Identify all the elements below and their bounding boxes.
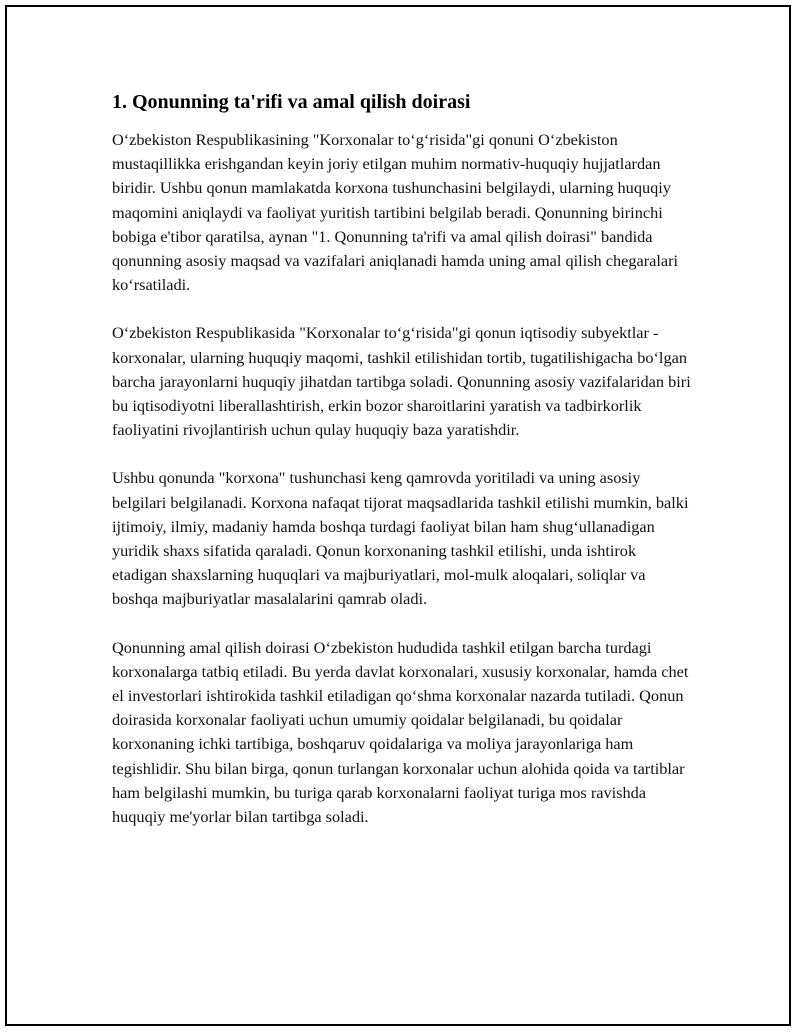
document-body — [112, 88, 692, 853]
paragraph-1: O‘zbekiston Respublikasining "Korxonalar to‘g‘risida"gi qonuni O‘zbekiston mustaqillikka erishgandan keyin joriy etilgan muhim normativ-huquqiy hujjatlardan biridir. Ushbu qonun mamlakatda korxona tushunchasini belgilaydi, ularning huquqiy maqomini aniqlaydi va faoliyat yuritish tartibini belgilab beradi. Qonunning birinchi bobiga e'tibor qaratilsa, aynan "1. Qonunning ta'rifi va amal qilish doirasi" bandida qonunning asosiy maqsad va vazifalari aniqlanadi hamda uning amal qilish chegaralari ko‘rsatiladi. — [112, 130, 679, 295]
paragraph-2: O‘zbekiston Respublikasida "Korxonalar to‘g‘risida"gi qonun iqtisodiy subyektlar - korxonalar, ularning huquqiy maqomi, tashkil etilishidan tortib, tugatilishigacha bo‘lgan barcha jarayonlarni huquqiy jihatdan tartibga soladi. Qonunning asosiy vazifalaridan biri bu iqtisodiyotni liberallashtirish, erkin bozor sharoitlarini yaratish va tadbirkorlik faoliyatini rivojlantirish uchun qulay huquqiy baza yaratishdir. — [112, 323, 691, 440]
paragraph-3: Ushbu qonunda "korxona" tushunchasi keng qamrovda yoritiladi va uning asosiy belgilari belgilanadi. Korxona nafaqat tijorat maqsadlarida tashkil etilishi mumkin, balki ijtimoiy, ilmiy, madaniy hamda boshqa turdagi faoliyat bilan ham shug‘ullanadigan yuridik shaxs sifatida qaraladi. Qonun korxonaning tashkil etilishi, unda ishtirok etadigan shaxslarning huquqlari va majburiyatlari, mol-mulk aloqalari, soliqlar va boshqa majburiyatlar masalalarini qamrab oladi. — [112, 468, 689, 609]
paragraph-4: Qonunning amal qilish doirasi O‘zbekiston hududida tashkil etilgan barcha turdagi korxonalarga tatbiq etiladi. Bu yerda davlat korxonalari, xususiy korxonalar, hamda chet el investorlari ishtirokida tashkil etiladigan qo‘shma korxonalar nazarda tutiladi. Qonun doirasida korxonalar faoliyati uchun umumiy qoidalar belgilanadi, bu qoidalar korxonaning ichki tartibiga, boshqaruv qoidalariga va moliya jarayonlariga ham tegishlidir. Shu bilan birga, qonun turlangan korxonalar uchun alohida qoida va tartiblar ham belgilashi mumkin, bu turiga qarab korxonalarni faoliyat turiga mos ravishda huquqiy me'yorlar bilan tartibga soladi. — [112, 637, 689, 827]
section-title: 1. Qonunning ta'rifi va amal qilish doirasi — [112, 91, 471, 113]
